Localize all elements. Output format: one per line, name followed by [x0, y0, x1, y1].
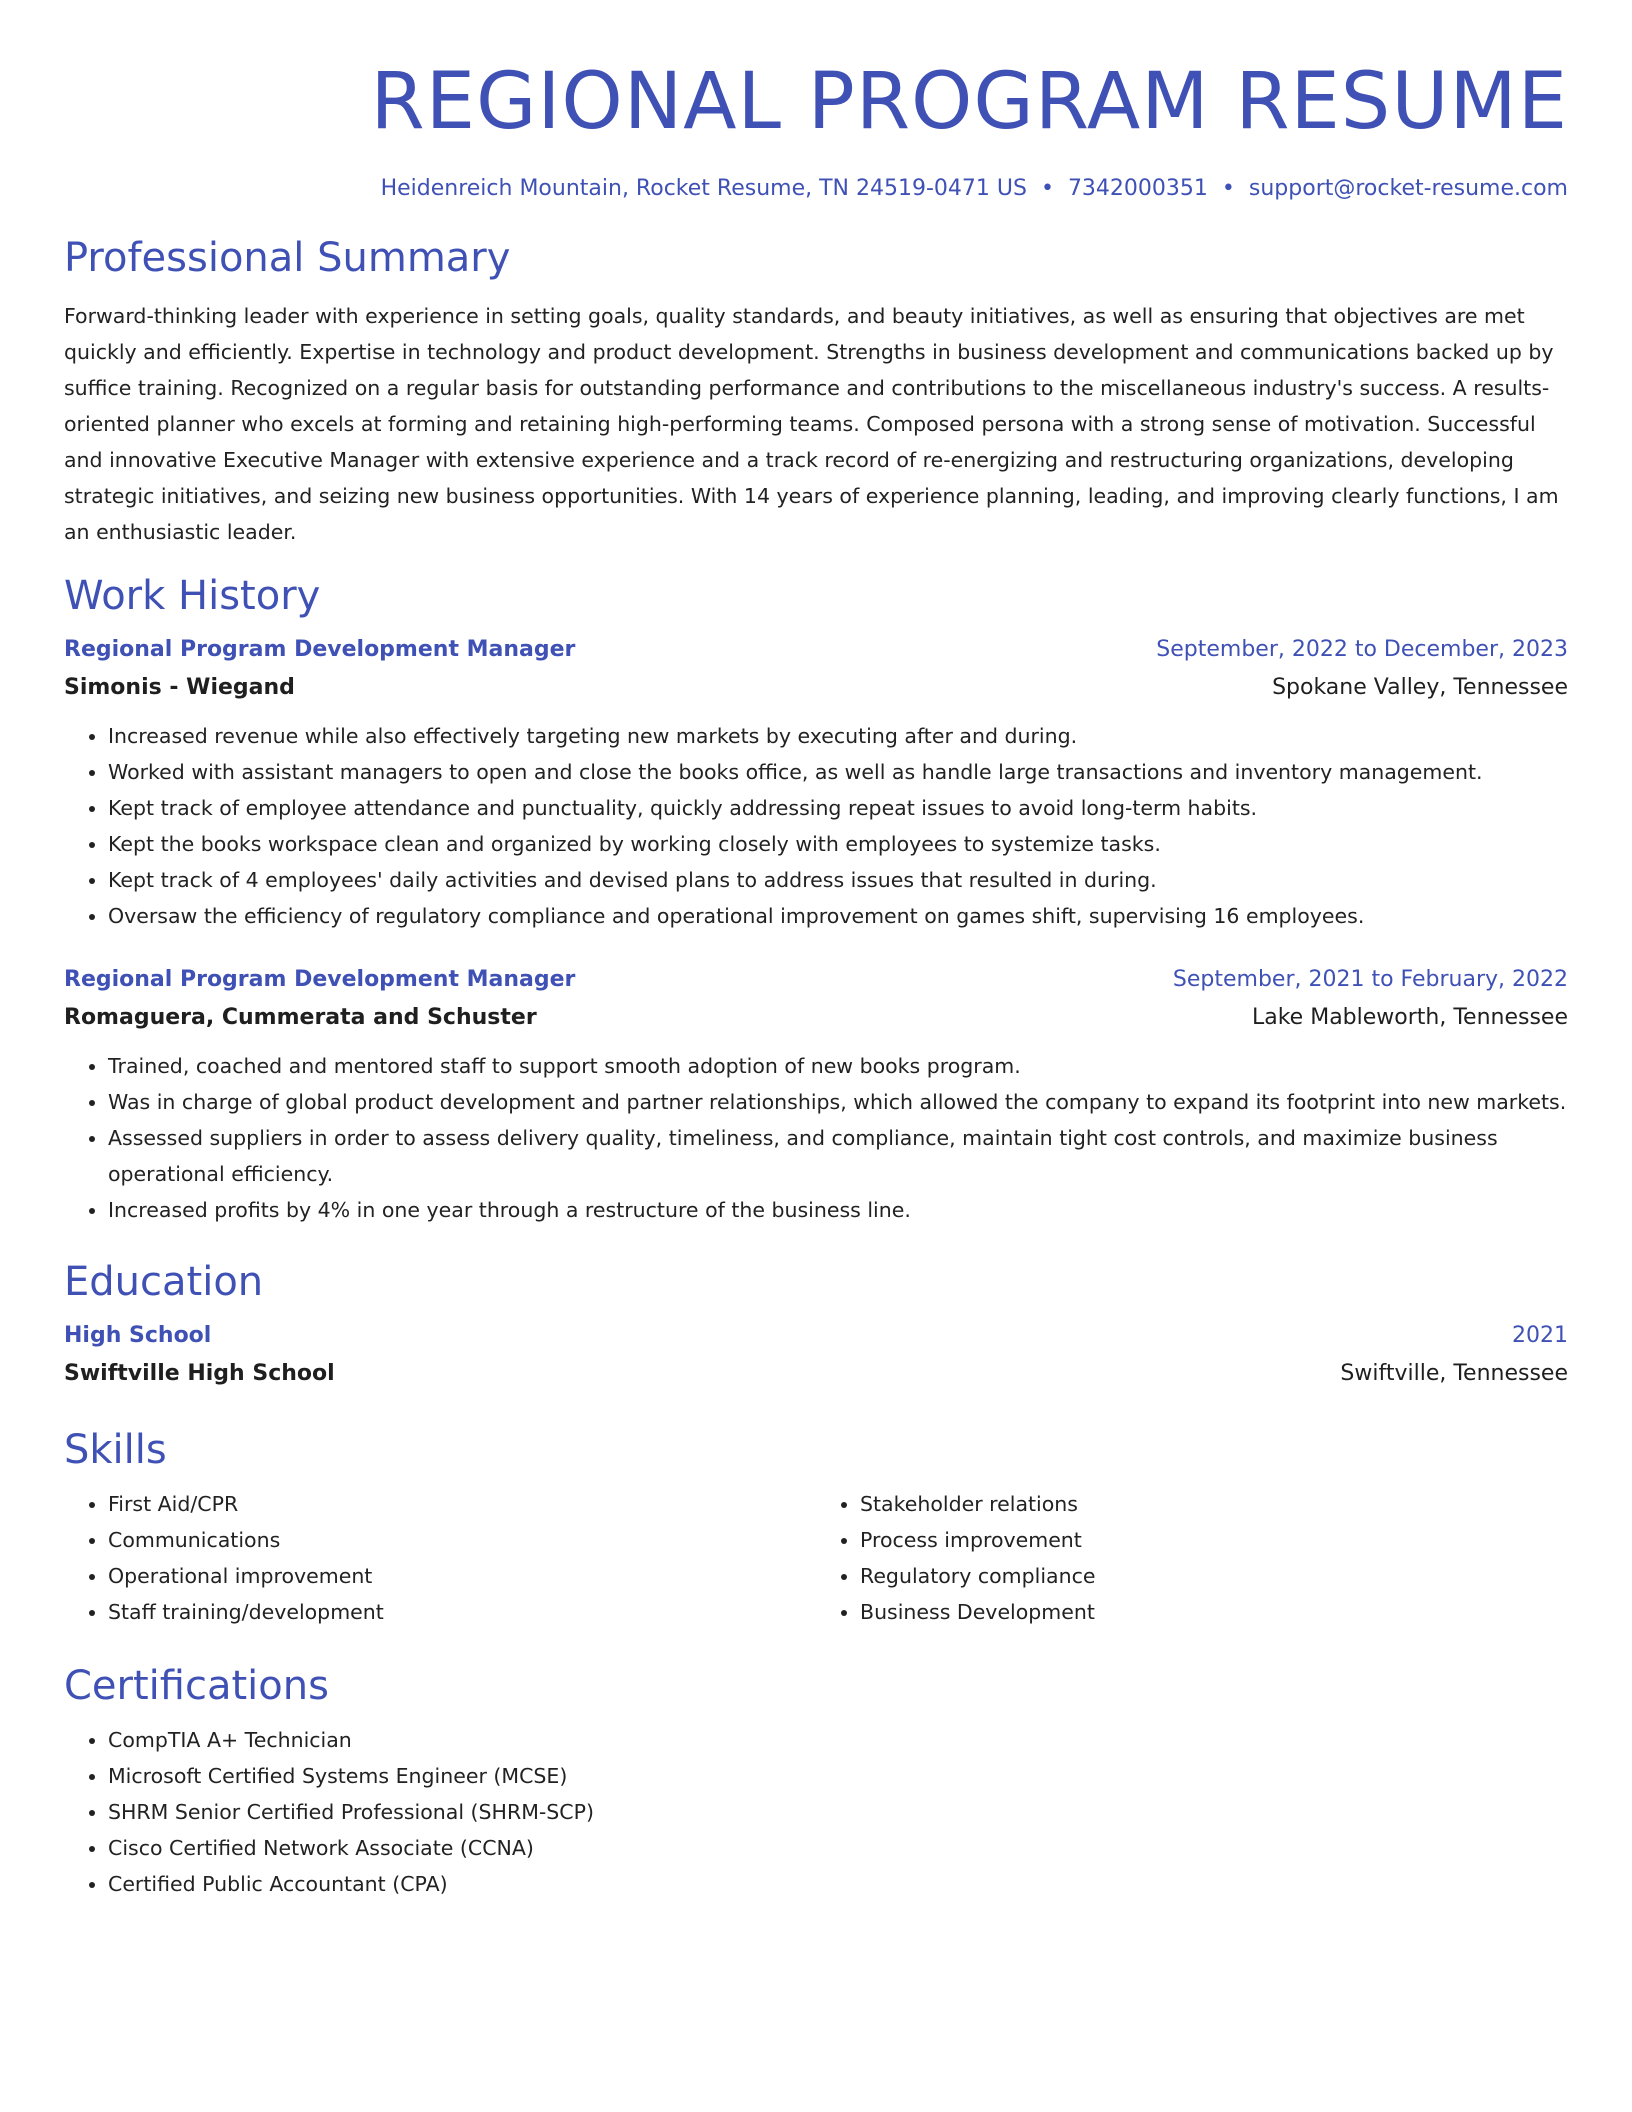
job-entry	[64, 632, 1568, 934]
job-company: Simonis - Wiegand	[64, 675, 295, 700]
job-bullet: • Trained, coached and mentored staff to support smooth adoption of new books program.	[108, 1048, 1568, 1084]
job-location: Spokane Valley, Tennessee	[1272, 675, 1568, 700]
certifications-section	[64, 1660, 1568, 1902]
job-bullet: • Was in charge of global product development and partner relationships, which allowed the company to expand its footprint into new markets.	[108, 1084, 1568, 1120]
education-section	[64, 1256, 1568, 1394]
job-bullet: • Increased revenue while also effectively targeting new markets by executing after and during.	[108, 718, 1568, 754]
job-company-row	[64, 668, 1568, 708]
skill-item: • Regulatory compliance	[860, 1558, 1568, 1594]
job-location: Lake Mableworth, Tennessee	[1251, 1005, 1568, 1030]
skill-item: • Staff training/development	[108, 1594, 816, 1630]
certification-item: • CompTIA A+ Technician	[108, 1722, 1568, 1758]
skills-list-right	[816, 1486, 1568, 1630]
skills-list-left	[64, 1486, 816, 1630]
resume-header	[64, 52, 1568, 204]
skill-item: • Stakeholder relations	[860, 1486, 1568, 1522]
skills-grid	[64, 1486, 1568, 1630]
skill-item: • Business Development	[860, 1594, 1568, 1630]
contact-email[interactable]: support@rocket-resume.com	[1248, 176, 1568, 201]
contact-phone: 7342000351	[1067, 176, 1208, 201]
resume-title: REGIONAL PROGRAM RESUME	[370, 57, 1568, 147]
job-dates: September, 2022 to December, 2023	[1156, 637, 1568, 662]
job-company-row	[64, 998, 1568, 1038]
education-heading: Education	[64, 1259, 264, 1305]
education-year: 2021	[1512, 1323, 1568, 1348]
work-history-section	[64, 570, 1568, 1228]
skill-item: • Process improvement	[860, 1522, 1568, 1558]
job-header-row	[64, 632, 1568, 668]
certification-item: • SHRM Senior Certified Professional (SHRM-SCP)	[108, 1794, 1568, 1830]
certifications-heading: Certifications	[64, 1663, 329, 1709]
job-bullet: • Kept track of employee attendance and punctuality, quickly addressing repeat issues to avoid long-term habits.	[108, 790, 1568, 826]
job-bullets	[64, 718, 1568, 934]
certification-item: • Microsoft Certified Systems Engineer (MCSE)	[108, 1758, 1568, 1794]
certification-item: • Certified Public Accountant (CPA)	[108, 1866, 1568, 1902]
education-school: Swiftville High School	[64, 1361, 335, 1386]
education-degree: High School	[64, 1323, 212, 1348]
skills-section	[64, 1424, 1568, 1630]
education-entry	[64, 1318, 1568, 1394]
certifications-list	[64, 1722, 1568, 1902]
education-header-row	[64, 1318, 1568, 1354]
job-role: Regional Program Development Manager	[64, 967, 576, 992]
job-bullet: • Worked with assistant managers to open and close the books office, as well as handle large transactions and inventory management.	[108, 754, 1568, 790]
job-company: Romaguera, Cummerata and Schuster	[64, 1005, 537, 1030]
job-bullet: • Kept the books workspace clean and organized by working closely with employees to systemize tasks.	[108, 826, 1568, 862]
job-bullet: • Increased profits by 4% in one year through a restructure of the business line.	[108, 1192, 1568, 1228]
skill-item: • First Aid/CPR	[108, 1486, 816, 1522]
contact-separator: •	[1221, 176, 1235, 201]
skill-item: • Communications	[108, 1522, 816, 1558]
job-entry	[64, 962, 1568, 1228]
job-header-row	[64, 962, 1568, 998]
certification-item: • Cisco Certified Network Associate (CCNA)	[108, 1830, 1568, 1866]
job-bullets	[64, 1048, 1568, 1228]
summary-text: Forward-thinking leader with experience in setting goals, quality standards, and beauty initiatives, as well as ensuring that objectives are met quickly and efficiently. Expertise in technology and product development. Strengths in business development and communications backed up by suffice training. Recognized on a regular basis for outstanding performance and contributions to the miscellaneous industry's success. A results-oriented planner who excels at forming and retaining high-performing teams. Composed persona with a strong sense of motivation. Successful and innovative Executive Manager with extensive experience and a track record of re-energizing and restructuring organizations, developing strategic initiatives, and seizing new business opportunities. With 14 years of experience planning, leading, and improving clearly functions, I am an enthusiastic leader.	[64, 304, 1559, 544]
work-history-heading: Work History	[64, 573, 321, 619]
summary-heading: Professional Summary	[64, 235, 511, 281]
contact-separator: •	[1040, 176, 1054, 201]
job-bullet: • Assessed suppliers in order to assess delivery quality, timeliness, and compliance, maintain tight cost controls, and maximize business operational efficiency.	[108, 1120, 1568, 1192]
contact-line	[64, 174, 1568, 204]
summary-section	[64, 232, 1568, 550]
contact-address: Heidenreich Mountain, Rocket Resume, TN 24519-0471 US	[380, 176, 1027, 201]
education-location: Swiftville, Tennessee	[1340, 1361, 1568, 1386]
skill-item: • Operational improvement	[108, 1558, 816, 1594]
job-dates: September, 2021 to February, 2022	[1172, 967, 1568, 992]
skills-heading: Skills	[64, 1427, 167, 1473]
job-bullet: • Oversaw the efficiency of regulatory compliance and operational improvement on games shift, supervising 16 employees.	[108, 898, 1568, 934]
education-school-row	[64, 1354, 1568, 1394]
job-role: Regional Program Development Manager	[64, 637, 576, 662]
job-bullet: • Kept track of 4 employees' daily activities and devised plans to address issues that resulted in during.	[108, 862, 1568, 898]
